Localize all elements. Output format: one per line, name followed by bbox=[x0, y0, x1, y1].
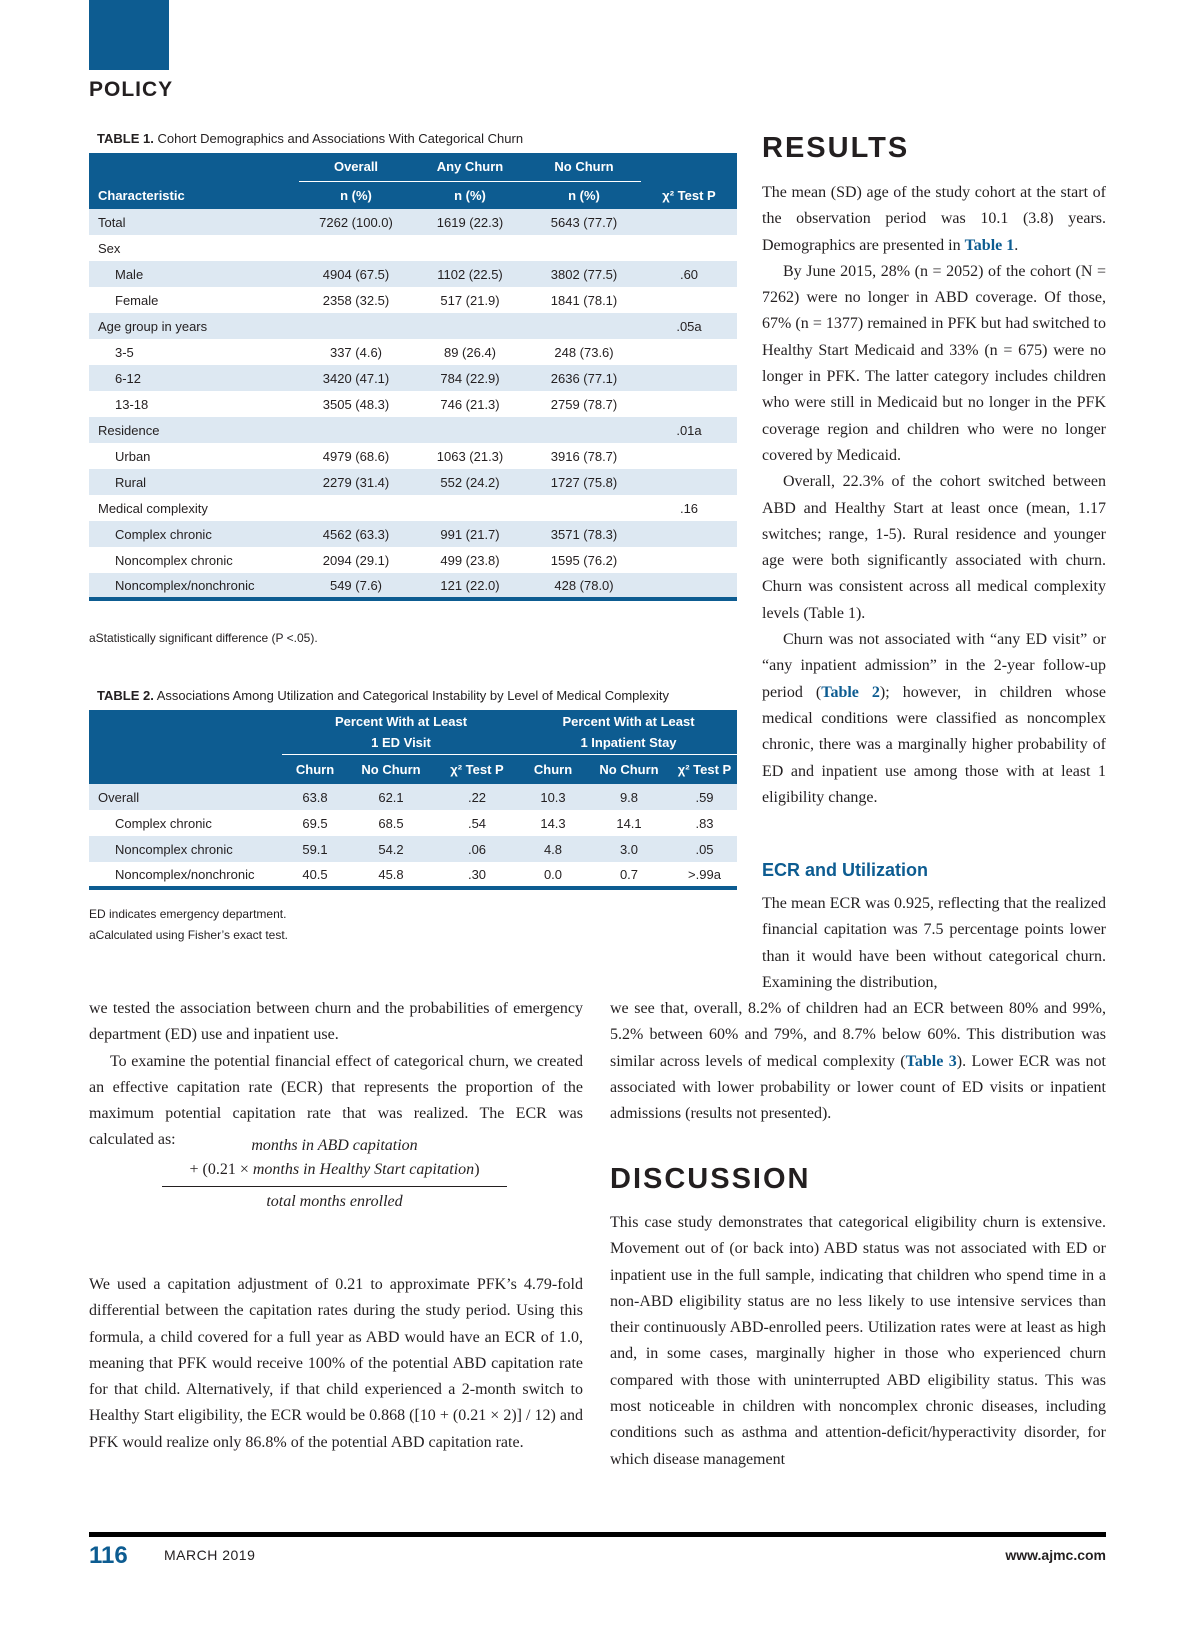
t1-cell-nochurn: 1727 (75.8) bbox=[527, 469, 641, 495]
table-row bbox=[89, 810, 737, 836]
page-number: 116 bbox=[89, 1542, 128, 1569]
t1-cell-nochurn: 428 (78.0) bbox=[527, 573, 641, 599]
table1-title: Cohort Demographics and Associations With Categorical Churn bbox=[157, 131, 524, 146]
t2-col-ed-p: χ² Test P bbox=[434, 754, 520, 784]
t2-col-ip-nochurn: No Churn bbox=[586, 754, 672, 784]
t1-cell-anychurn bbox=[413, 313, 527, 339]
t1-cell-p: .01a bbox=[641, 417, 737, 443]
t1-cell-anychurn: 121 (22.0) bbox=[413, 573, 527, 599]
t1-cell-overall: 3505 (48.3) bbox=[322, 396, 390, 412]
t1-cell-label: Male bbox=[89, 261, 299, 287]
ecr-p2a: we see that, overall, 8.2% of children had an ECR between 80% and 99%, 5.2% between 60% and 79%, and 8.7% below 60%. This distribution was similar across levels of medical complexity ( bbox=[610, 1000, 1106, 1070]
table2 bbox=[89, 710, 737, 890]
t1-cell-nochurn: 3571 (78.3) bbox=[527, 521, 641, 547]
t2-cell-ed-nochurn: 68.5 bbox=[378, 815, 404, 831]
t1-cell-label: Sex bbox=[98, 240, 121, 256]
t1-cell-label: Complex chronic bbox=[89, 521, 299, 547]
t1-cell-nochurn: 1595 (76.2) bbox=[550, 552, 618, 568]
t1-cell-nochurn bbox=[527, 417, 641, 443]
t1-cell-anychurn: 517 (21.9) bbox=[440, 292, 500, 308]
t2-group-ip-line1: Percent With at Least bbox=[520, 710, 737, 732]
t1-cell-overall: 4904 (67.5) bbox=[299, 261, 413, 287]
results-p4b: ); however, in children whose medical conditions were classified as noncomplex chronic, there was a marginally higher probability of ED and inpatient use among those with at least 1 eligibility change. bbox=[762, 683, 1107, 806]
t2-cell-ip-nochurn: 14.1 bbox=[616, 815, 642, 831]
t2-group-ip-line2: 1 Inpatient Stay bbox=[520, 732, 737, 754]
t1-col-overall-n: n (%) bbox=[299, 181, 413, 209]
t2-col-ed-churn: Churn bbox=[282, 754, 348, 784]
t1-cell-p bbox=[641, 469, 737, 495]
table-row bbox=[89, 469, 737, 495]
left-column-text-2 bbox=[89, 1272, 583, 1456]
table1-footnote: aStatistically significant difference (P <.05). bbox=[89, 631, 318, 645]
t2-cell-ip-churn: 10.3 bbox=[520, 784, 586, 810]
table-row bbox=[89, 521, 737, 547]
table1 bbox=[89, 153, 737, 601]
t2-cell-ed-churn: 69.5 bbox=[302, 815, 328, 831]
t1-cell-p bbox=[641, 235, 737, 261]
table-row bbox=[89, 443, 737, 469]
t1-cell-p: .60 bbox=[641, 261, 737, 287]
results-p2: By June 2015, 28% (n = 2052) of the cohort (N = 7262) were no longer in ABD coverage. Of those, 67% (n = 1377) remained in PFK but had switched to Healthy Start Medicaid and 33% (n = 675) were no longer in PFK. The latter category includes children who were still in Medicaid but no longer in the PFK coverage region and children who were no longer covered by Medicaid. bbox=[762, 262, 1106, 464]
t1-cell-p bbox=[641, 391, 737, 417]
t2-cell-ed-p: .30 bbox=[434, 862, 520, 888]
t2-cell-ed-p: .22 bbox=[434, 784, 520, 810]
t2-cell-ed-nochurn: 62.1 bbox=[348, 784, 434, 810]
results-p4a: Churn was not associated with “any ED visit” or “any inpatient admission” in the 2-year follow-up period ( bbox=[762, 631, 1106, 701]
table1-caption bbox=[97, 131, 523, 146]
t1-cell-label: 3-5 bbox=[115, 344, 134, 360]
t1-cell-overall: 7262 (100.0) bbox=[299, 209, 413, 235]
formula-numerator-1: months in ABD capitation bbox=[251, 1137, 418, 1154]
t1-cell-overall bbox=[299, 313, 413, 339]
t2-cell-ed-nochurn: 54.2 bbox=[348, 836, 434, 862]
t1-cell-overall bbox=[299, 235, 413, 261]
t1-cell-overall: 4562 (63.3) bbox=[299, 521, 413, 547]
t2-cell-label: Noncomplex/nonchronic bbox=[89, 862, 282, 888]
t2-cell-ip-churn: 0.0 bbox=[520, 862, 586, 888]
t1-cell-anychurn: 746 (21.3) bbox=[440, 396, 500, 412]
t1-cell-p bbox=[641, 573, 737, 599]
table2-footnotes bbox=[89, 904, 288, 946]
ecr-formula: months in ABD capitation + (0.21 × months in Healthy Start capitation) total months enrolled bbox=[162, 1134, 507, 1214]
t1-cell-nochurn bbox=[527, 495, 641, 521]
table2-link[interactable]: Table 2 bbox=[821, 683, 880, 701]
table-row bbox=[89, 417, 737, 443]
t2-cell-ip-p: .59 bbox=[672, 784, 737, 810]
left-p2: To examine the potential financial effect of categorical churn, we created an effective capitation rate (ECR) that represents the proportion of the maximum potential capitation rate that was realized. The ECR was calculated as: bbox=[89, 1052, 583, 1149]
t1-col-anychurn-n: n (%) bbox=[413, 181, 527, 209]
table2-footnote-fisher: aCalculated using Fisher’s exact test. bbox=[89, 928, 288, 942]
table-row bbox=[89, 573, 737, 599]
t1-cell-nochurn: 2636 (77.1) bbox=[527, 365, 641, 391]
table-row bbox=[89, 391, 737, 417]
t1-cell-p bbox=[641, 365, 737, 391]
t1-cell-overall bbox=[299, 495, 413, 521]
table2-label: TABLE 2. bbox=[97, 688, 154, 703]
t1-cell-overall: 549 (7.6) bbox=[299, 573, 413, 599]
table3-link[interactable]: Table 3 bbox=[905, 1052, 957, 1070]
t2-cell-ip-nochurn: 3.0 bbox=[586, 836, 672, 862]
t1-cell-p bbox=[641, 521, 737, 547]
t2-cell-ed-churn: 63.8 bbox=[282, 784, 348, 810]
table2-title: Associations Among Utilization and Categorical Instability by Level of Medical Complexity bbox=[156, 688, 670, 703]
results-p3: Overall, 22.3% of the cohort switched between ABD and Healthy Start at least once (mean, 1.17 switches; range, 1-5). Rural residence and younger age were both significantly associated with churn. Churn was consistent across all medical complexity levels (Table 1). bbox=[762, 473, 1106, 622]
results-text: The mean (SD) age of the study cohort at the start of the observation period was 10.1 (3.8) years. Demographics are presented in Table 1. By June 2015, 28% (n = 2052) of the cohort (N = 7262) were no longer in ABD coverage. Of those, 67% (n = 1377) remained in PFK but had switched to Healthy Start Medicaid and 33% (n = 675) were no longer in PFK. The latter category includes children who were still in Medicaid but no longer in the PFK coverage region and children who were no longer covered by Medicaid. Overall, 22.3% of the cohort switched between ABD and Healthy Start at least once (mean, 1.17 switches; range, 1-5). Rural residence and younger age were both significantly associated with churn. Churn was consistent across all medical complexity levels (Table 1). Churn was not associated with “any ED visit” or “any inpatient admission” in the 2-year follow-up period (Table 2); however, in children whose medical conditions were classified as noncomplex chronic, there was a marginally higher probability of ED and inpatient use among those with at least 1 eligibility change. bbox=[762, 184, 1107, 806]
left-p1: we tested the association between churn and the probabilities of emergency department (ED) use and inpatient use. bbox=[89, 1000, 583, 1044]
discussion-heading: DISCUSSION bbox=[610, 1163, 811, 1195]
t2-col-ip-churn: Churn bbox=[520, 754, 586, 784]
t2-cell-ed-churn: 40.5 bbox=[282, 862, 348, 888]
table-row bbox=[89, 547, 737, 573]
t2-cell-ip-churn: 4.8 bbox=[520, 836, 586, 862]
t1-col-nochurn-n: n (%) bbox=[527, 181, 641, 209]
t1-cell-label: Age group in years bbox=[89, 313, 299, 339]
t1-cell-overall: 2094 (29.1) bbox=[322, 552, 390, 568]
t1-group-anychurn: Any Churn bbox=[413, 153, 527, 181]
t2-cell-ed-nochurn: 45.8 bbox=[348, 862, 434, 888]
t1-cell-overall bbox=[299, 417, 413, 443]
t1-group-nochurn: No Churn bbox=[527, 153, 641, 181]
t2-cell-ed-p: .54 bbox=[467, 815, 487, 831]
table-row bbox=[89, 862, 737, 888]
t1-cell-p bbox=[641, 443, 737, 469]
t1-cell-nochurn: 3916 (78.7) bbox=[550, 448, 618, 464]
ecr-text-top bbox=[762, 891, 1106, 996]
t2-cell-ed-p: .06 bbox=[434, 836, 520, 862]
t2-cell-ip-nochurn: 0.7 bbox=[586, 862, 672, 888]
t1-cell-anychurn: 499 (23.8) bbox=[440, 552, 500, 568]
t1-cell-anychurn: 991 (21.7) bbox=[413, 521, 527, 547]
t1-cell-anychurn bbox=[413, 495, 527, 521]
section-color-block bbox=[89, 0, 169, 70]
t1-cell-overall: 2279 (31.4) bbox=[299, 469, 413, 495]
t2-cell-label: Complex chronic bbox=[115, 815, 212, 831]
table2-footnote-ed: ED indicates emergency department. bbox=[89, 907, 287, 921]
t1-cell-label: Noncomplex chronic bbox=[115, 552, 233, 568]
t2-group-ed-line2: 1 ED Visit bbox=[282, 732, 520, 754]
ecr-p1: The mean ECR was 0.925, reflecting that the realized financial capitation was 7.5 percentage points lower than it would have been without categorical churn. Examining the distribution, bbox=[762, 895, 1106, 991]
t2-cell-ip-churn: 14.3 bbox=[540, 815, 566, 831]
t1-cell-anychurn bbox=[413, 235, 527, 261]
ecr-text-bottom bbox=[610, 996, 1106, 1127]
t2-col-ed-nochurn: No Churn bbox=[348, 754, 434, 784]
t1-cell-label: Residence bbox=[89, 417, 299, 443]
results-p1: The mean (SD) age of the study cohort at the start of the observation period was 10.1 (3.8) years. Demographics are presented in bbox=[762, 184, 1106, 254]
left-p3: We used a capitation adjustment of 0.21 to approximate PFK’s 4.79-fold differential between the capitation rates during the study period. Using this formula, a child covered for a full year as ABD would have an ECR of 1.0, meaning that PFK would receive 100% of the potential ABD capitation rate for that child. Alternatively, if that child experienced a 2-month switch to Healthy Start eligibility, the ECR would be 0.868 ([10 + (0.21 × 2)] / 12) and PFK would realize only 86.8% of the potential ABD capitation rate. bbox=[89, 1276, 583, 1451]
formula-fraction-bar bbox=[162, 1186, 507, 1187]
formula-denominator: total months enrolled bbox=[266, 1193, 403, 1210]
table-row bbox=[89, 313, 737, 339]
table-row bbox=[89, 261, 737, 287]
table-row bbox=[89, 836, 737, 862]
issue-date: MARCH 2019 bbox=[164, 1547, 256, 1563]
t1-col-ptest: χ² Test P bbox=[641, 181, 737, 209]
t1-cell-anychurn: 1619 (22.3) bbox=[413, 209, 527, 235]
t2-cell-ip-p: .83 bbox=[695, 815, 714, 831]
t1-cell-label: 6-12 bbox=[89, 365, 299, 391]
footer-rule bbox=[89, 1532, 1106, 1537]
t1-cell-p bbox=[641, 287, 737, 313]
table-row bbox=[89, 287, 737, 313]
t2-cell-ip-nochurn: 9.8 bbox=[586, 784, 672, 810]
t1-cell-p bbox=[641, 209, 737, 235]
discussion-p1: This case study demonstrates that categorical eligibility churn is extensive. Movement out of (or back into) ABD status was not associated with ED or inpatient use in the full sample, indicating that children who spend time in a non-ABD eligibility status are no less likely to use intensive services than their continuously ABD-enrolled peers. Utilization rates were at least as high and, in some cases, marginally higher in those who experienced churn compared with those with uninterrupted ABD eligibility status. This was most noticeable in children with noncomplex chronic diseases, including conditions such as asthma and attention-deficit/hyperactivity disorder, for which disease management bbox=[610, 1214, 1106, 1468]
t1-cell-p bbox=[641, 339, 737, 365]
table1-link[interactable]: Table 1 bbox=[964, 236, 1015, 254]
t1-cell-label: Female bbox=[115, 292, 159, 308]
t1-cell-overall: 3420 (47.1) bbox=[299, 365, 413, 391]
t1-cell-anychurn: 89 (26.4) bbox=[443, 344, 497, 360]
table-row bbox=[89, 209, 737, 235]
t2-col-ip-p: χ² Test P bbox=[672, 754, 737, 784]
table2-caption bbox=[97, 688, 669, 703]
table-row bbox=[89, 235, 737, 261]
t2-cell-ip-p: >.99a bbox=[672, 862, 737, 888]
results-heading: RESULTS bbox=[762, 132, 910, 164]
t1-cell-anychurn: 1102 (22.5) bbox=[413, 261, 527, 287]
t2-cell-ed-churn: 59.1 bbox=[282, 836, 348, 862]
t1-cell-anychurn bbox=[413, 417, 527, 443]
t1-group-overall: Overall bbox=[299, 153, 413, 181]
t1-cell-nochurn: 248 (73.6) bbox=[554, 344, 614, 360]
t1-cell-nochurn bbox=[527, 235, 641, 261]
t1-cell-nochurn: 5643 (77.7) bbox=[527, 209, 641, 235]
t2-group-ed-line1: Percent With at Least bbox=[282, 710, 520, 732]
t1-cell-label: Total bbox=[89, 209, 299, 235]
table1-label: TABLE 1. bbox=[97, 131, 154, 146]
t1-cell-p: .05a bbox=[641, 313, 737, 339]
t1-cell-nochurn: 2759 (78.7) bbox=[550, 396, 618, 412]
t2-cell-label: Overall bbox=[89, 784, 282, 810]
t1-cell-label: Medical complexity bbox=[98, 500, 208, 516]
t1-cell-anychurn: 784 (22.9) bbox=[413, 365, 527, 391]
t1-col-characteristic: Characteristic bbox=[89, 181, 299, 209]
t1-cell-anychurn: 1063 (21.3) bbox=[436, 448, 504, 464]
t1-cell-nochurn: 1841 (78.1) bbox=[550, 292, 618, 308]
t2-cell-label: Noncomplex chronic bbox=[89, 836, 282, 862]
journal-website[interactable]: www.ajmc.com bbox=[1005, 1547, 1106, 1563]
t1-cell-label: 13-18 bbox=[115, 396, 149, 412]
table-row bbox=[89, 495, 737, 521]
t2-cell-ip-p: .05 bbox=[672, 836, 737, 862]
ecr-p2b: ). Lower ECR was not associated with lower probability or lower count of ED visits or inpatient admissions (results not presented). bbox=[610, 1052, 1107, 1123]
t1-cell-overall: 2358 (32.5) bbox=[322, 292, 390, 308]
t1-cell-label: Noncomplex/nonchronic bbox=[89, 573, 299, 599]
t1-cell-nochurn bbox=[527, 313, 641, 339]
table-row bbox=[89, 365, 737, 391]
ecr-heading: ECR and Utilization bbox=[762, 860, 928, 880]
t1-cell-overall: 337 (4.6) bbox=[329, 344, 383, 360]
t1-cell-p: .16 bbox=[679, 500, 699, 516]
t1-cell-overall: 4979 (68.6) bbox=[322, 448, 390, 464]
t1-cell-anychurn: 552 (24.2) bbox=[413, 469, 527, 495]
section-label: POLICY bbox=[89, 78, 174, 101]
table-row bbox=[89, 339, 737, 365]
table-row bbox=[89, 784, 737, 810]
t1-cell-p bbox=[641, 547, 737, 573]
t1-cell-nochurn: 3802 (77.5) bbox=[527, 261, 641, 287]
t1-cell-label: Rural bbox=[89, 469, 299, 495]
left-column-text bbox=[89, 996, 583, 1154]
discussion-text bbox=[610, 1210, 1106, 1473]
formula-numerator-2: months in Healthy Start capitation bbox=[252, 1161, 475, 1178]
t1-cell-label: Urban bbox=[115, 448, 151, 464]
